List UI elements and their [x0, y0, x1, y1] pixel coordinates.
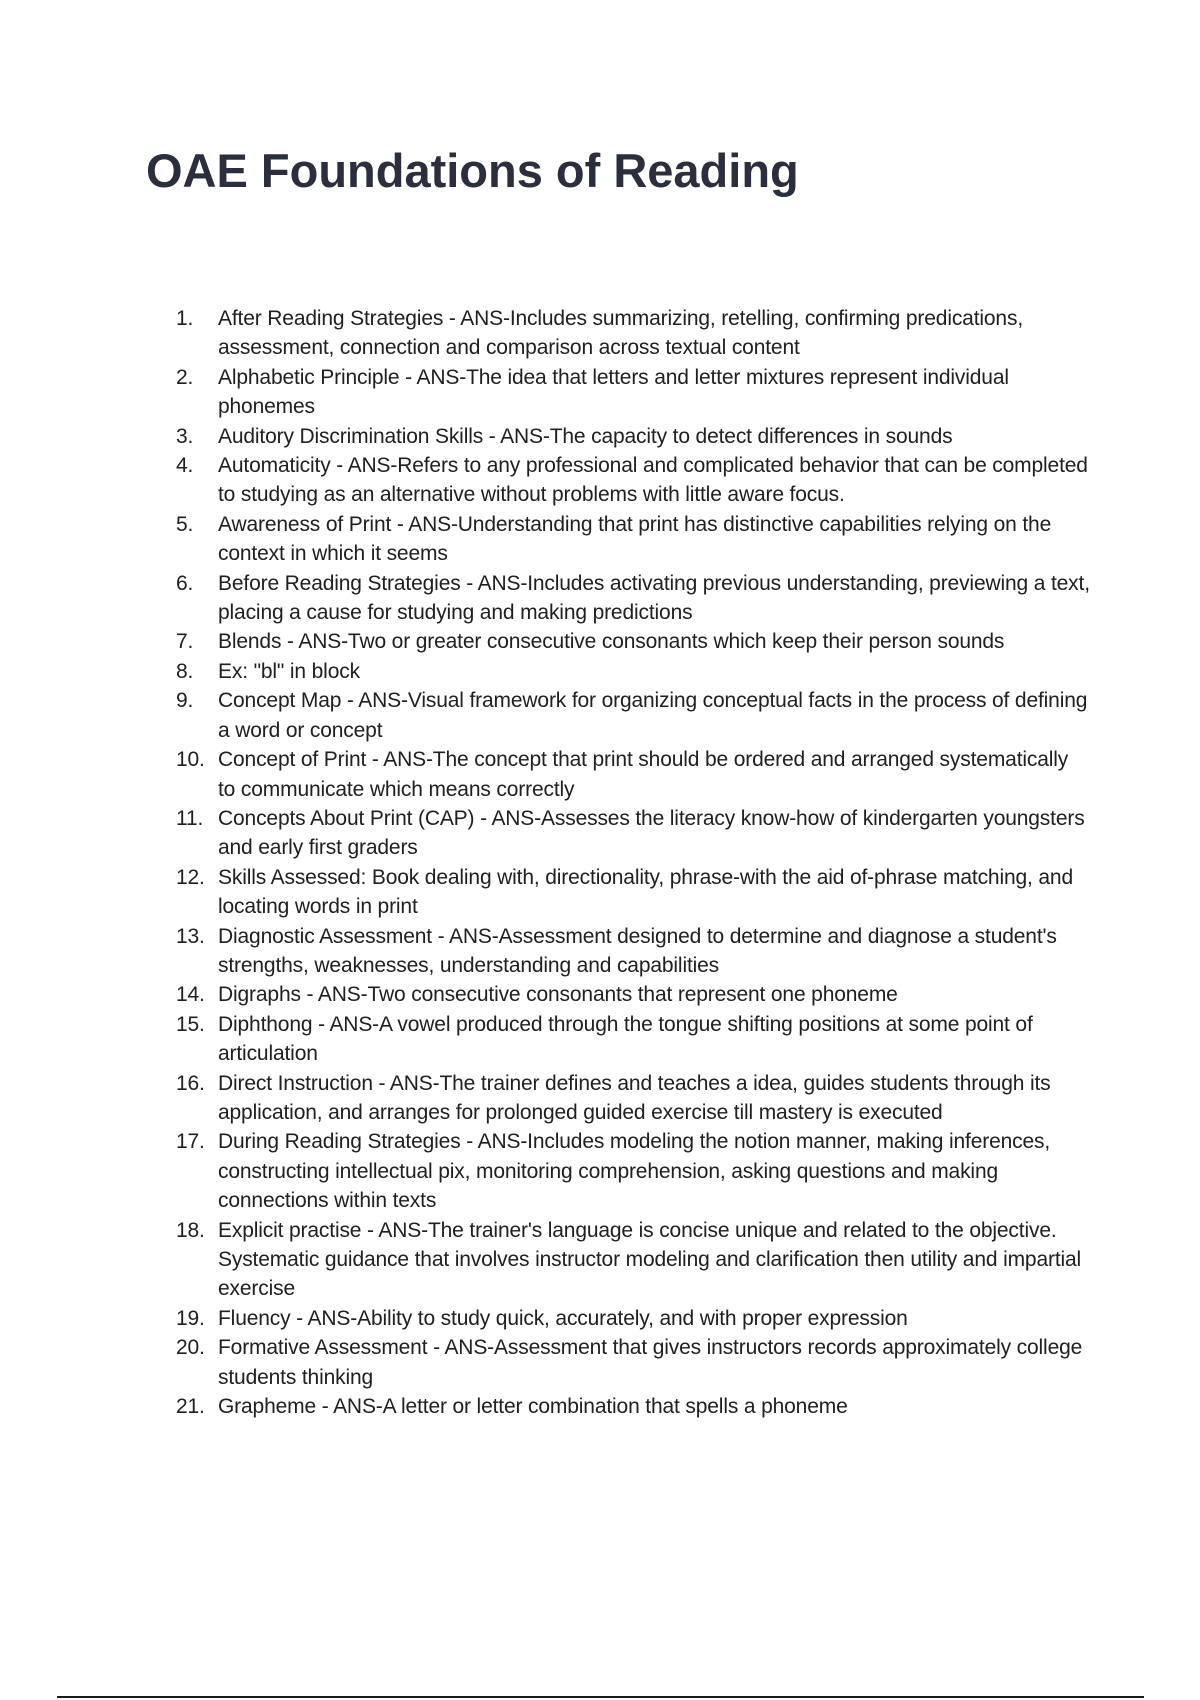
list-item [176, 422, 1091, 451]
list-item [176, 1304, 1091, 1333]
item-text: Digraphs - ANS-Two consecutive consonants that represent one phoneme [218, 983, 898, 1007]
item-text: Diphthong - ANS-A vowel produced through the tongue shifting positions at some point of articulation [218, 1012, 1033, 1066]
item-text: Concept Map - ANS-Visual framework for organizing conceptual facts in the process of defining a word or concept [218, 689, 1088, 742]
item-text: Concepts About Print (CAP) - ANS-Assesses the literacy know-how of kindergarten youngsters and early first graders [218, 806, 1085, 860]
item-text: Concept of Print - ANS-The concept that print should be ordered and arranged systematically to communicate which means correctly [218, 748, 1069, 801]
list-item [176, 1069, 1091, 1128]
item-number: 12. [176, 865, 205, 889]
item-number: 14. [176, 983, 205, 1007]
list-item [176, 922, 1091, 981]
item-number: 18. [176, 1218, 205, 1242]
item-text: Ex: "bl" in block [218, 659, 360, 683]
item-number: 21. [176, 1395, 205, 1419]
item-text: Grapheme - ANS-A letter or letter combination that spells a phoneme [218, 1395, 848, 1419]
item-text: Direct Instruction - ANS-The trainer defines and teaches a idea, guides students through its application, and arranges for prolonged guided exercise till mastery is executed [218, 1071, 1051, 1124]
page-title: OAE Foundations of Reading [146, 144, 799, 197]
item-text: Fluency - ANS-Ability to study quick, accurately, and with proper expression [218, 1306, 908, 1330]
item-number: 11. [176, 806, 204, 830]
list-item [176, 863, 1091, 922]
item-number: 9. [176, 689, 194, 713]
item-number: 16. [176, 1071, 205, 1095]
item-number: 19. [176, 1306, 205, 1330]
list-item [176, 1392, 1091, 1421]
list-item [176, 363, 1091, 422]
list-item [176, 1333, 1091, 1392]
list-item [176, 627, 1091, 656]
item-number: 10. [176, 748, 205, 772]
item-text: During Reading Strategies - ANS-Includes modeling the notion manner, making inferences, constructing intellectual pix, monitoring comprehension, asking questions and making connections within texts [218, 1130, 1051, 1213]
item-text: Explicit practise - ANS-The trainer's language is concise unique and related to the objective. Systematic guidance that involves instructor modeling and clarification then utility and impartial exercise [218, 1218, 1082, 1301]
list-item [176, 1127, 1091, 1215]
item-text: Alphabetic Principle - ANS-The idea that letters and letter mixtures represent individual phonemes [218, 365, 1009, 419]
item-number: 7. [176, 630, 194, 654]
list-item [176, 1010, 1091, 1069]
item-number: 1. [176, 307, 194, 330]
item-number: 13. [176, 924, 205, 948]
list-item [176, 451, 1091, 510]
item-number: 15. [176, 1012, 205, 1036]
item-text: Diagnostic Assessment - ANS-Assessment designed to determine and diagnose a student's strengths, weaknesses, understanding and capabilities [218, 924, 1057, 977]
item-text: Before Reading Strategies - ANS-Includes activating previous understanding, previewing a text, placing a cause for studying and making predictions [218, 571, 1090, 625]
list-item [176, 745, 1091, 804]
item-text: Automaticity - ANS-Refers to any professional and complicated behavior that can be completed to studying as an alternative without problems with little aware focus. [218, 454, 1088, 507]
item-text: Awareness of Print - ANS-Understanding that print has distinctive capabilities relying on the context in which it seems [218, 512, 1052, 566]
item-text: Formative Assessment - ANS-Assessment that gives instructors records approximately college students thinking [218, 1336, 1083, 1389]
item-text: Skills Assessed: Book dealing with, directionality, phrase-with the aid of-phrase matching, and locating words in print [218, 865, 1073, 919]
item-text: Blends - ANS-Two or greater consecutive consonants which keep their person sounds [218, 630, 1005, 654]
list-item [176, 686, 1091, 745]
list-item [176, 1216, 1091, 1304]
list-item [176, 657, 1091, 686]
item-number: 4. [176, 454, 194, 478]
item-text: After Reading Strategies - ANS-Includes summarizing, retelling, confirming predications, assessment, connection and comparison across textual content [218, 307, 1024, 360]
item-number: 8. [176, 659, 194, 683]
item-number: 2. [176, 365, 194, 389]
list-item [176, 510, 1091, 569]
term-list [176, 304, 1091, 1421]
footer-divider [57, 1696, 1144, 1698]
item-number: 3. [176, 424, 194, 448]
list-item [176, 980, 1091, 1009]
item-text: Auditory Discrimination Skills - ANS-The capacity to detect differences in sounds [218, 424, 953, 448]
item-number: 17. [176, 1130, 205, 1154]
item-number: 6. [176, 571, 194, 595]
list-item [176, 304, 1091, 363]
item-number: 5. [176, 512, 194, 536]
list-item [176, 569, 1091, 628]
list-item [176, 804, 1091, 863]
item-number: 20. [176, 1336, 205, 1360]
